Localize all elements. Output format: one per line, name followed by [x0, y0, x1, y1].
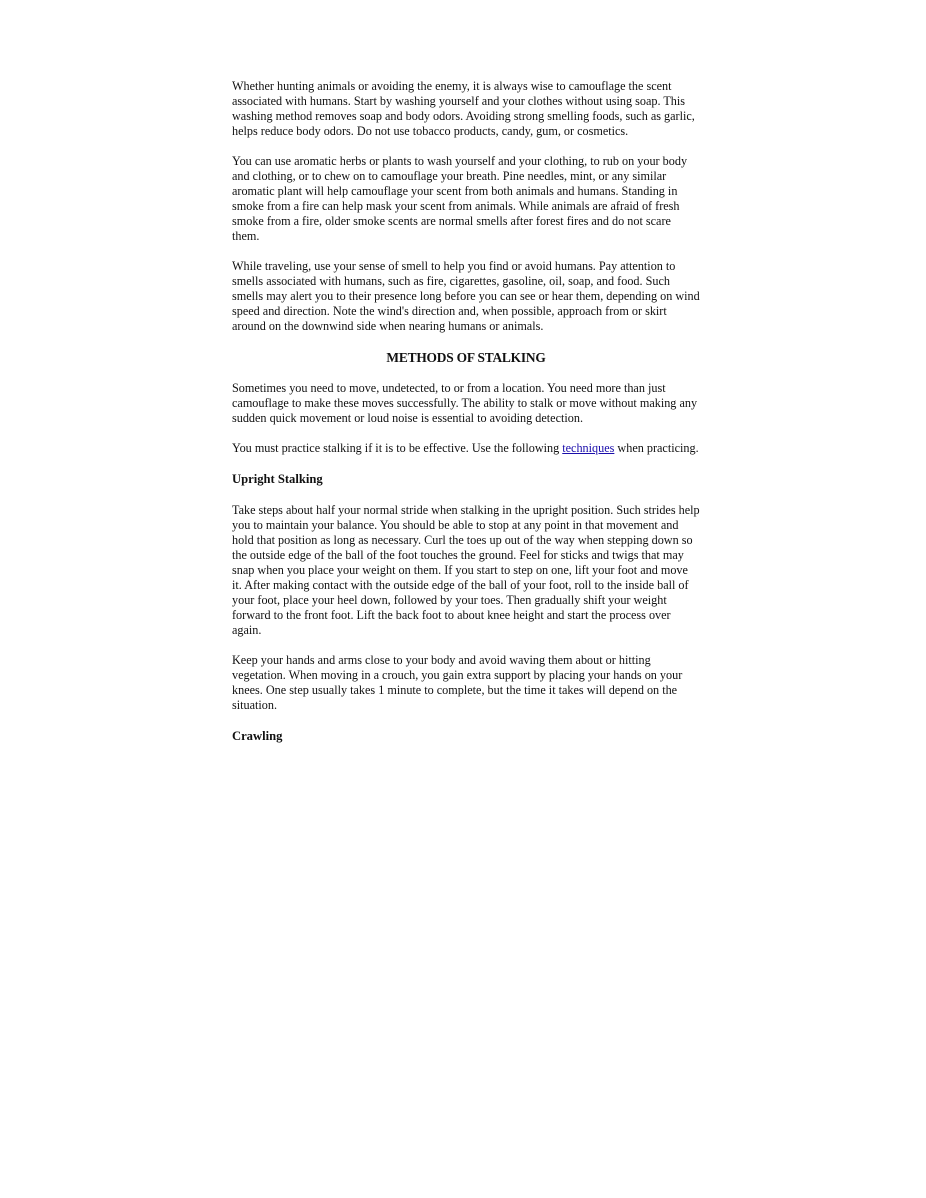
subheading-upright-stalking: Upright Stalking	[232, 472, 323, 486]
practice-text-before-link: You must practice stalking if it is to be effective. Use the following	[232, 441, 563, 455]
paragraph-hands-and-arms: Keep your hands and arms close to your body and avoid waving them about or hitting vegetation. When moving in a crouch, you gain extra support by placing your hands on your knees. One step usually takes 1 minute to complete, but the time it takes will depend on the situation.	[232, 653, 683, 712]
paragraph-stalking-intro: Sometimes you need to move, undetected, to or from a location. You need more than just camouflage to make these moves successfully. The ability to stalk or move without making any sudden quick movement or loud noise is essential to avoiding detection.	[232, 381, 698, 425]
paragraph-aromatic-herbs: You can use aromatic herbs or plants to wash yourself and your clothing, to rub on your body and clothing, or to chew on to camouflage your breath. Pine needles, mint, or any similar aromatic plant will help camouflage your scent from both animals and humans. Standing in smoke from a fire can help mask your scent from animals. While animals are afraid of fresh smoke from a fire, older smoke scents are normal smells after forest fires and do not scare them.	[232, 154, 688, 243]
subheading-crawling: Crawling	[232, 729, 283, 743]
paragraph-practice-stalking	[232, 441, 700, 456]
paragraph-upright-steps: Take steps about half your normal stride when stalking in the upright position. Such strides help you to maintain your balance. You should be able to stop at any point in that movement and hold that position as long as necessary. Curl the toes up out of the way when stepping down so the outside edge of the ball of the foot touches the ground. Feel for sticks and twigs that may snap when you place your weight on them. If you start to step on one, lift your foot and move it. After making contact with the outside edge of the ball of your foot, roll to the inside ball of your foot, place your heel down, followed by your toes. Then gradually shift your weight forward to the front foot. Lift the back foot to about knee height and start the process over again.	[232, 503, 700, 637]
paragraph-scent-camouflage: Whether hunting animals or avoiding the enemy, it is always wise to camouflage the scent associated with humans. Start by washing yourself and your clothes without using soap. This washing method removes soap and body odors. Avoiding strong smelling foods, such as garlic, helps reduce body odors. Do not use tobacco products, candy, gum, or cosmetics.	[232, 79, 695, 138]
practice-text-after-link: when practicing.	[614, 441, 699, 455]
section-heading-methods-of-stalking: METHODS OF STALKING	[386, 350, 546, 365]
document-page	[232, 79, 700, 760]
paragraph-sense-of-smell: While traveling, use your sense of smell to help you find or avoid humans. Pay attention to smells associated with humans, such as fire, cigarettes, gasoline, oil, soap, and food. Such smells may alert you to their presence long before you can see or hear them, depending on wind speed and direction. Note the wind's direction and, when possible, approach from or skirt around on the downwind side when nearing humans or animals.	[232, 259, 700, 333]
techniques-link[interactable]: techniques	[562, 441, 615, 455]
